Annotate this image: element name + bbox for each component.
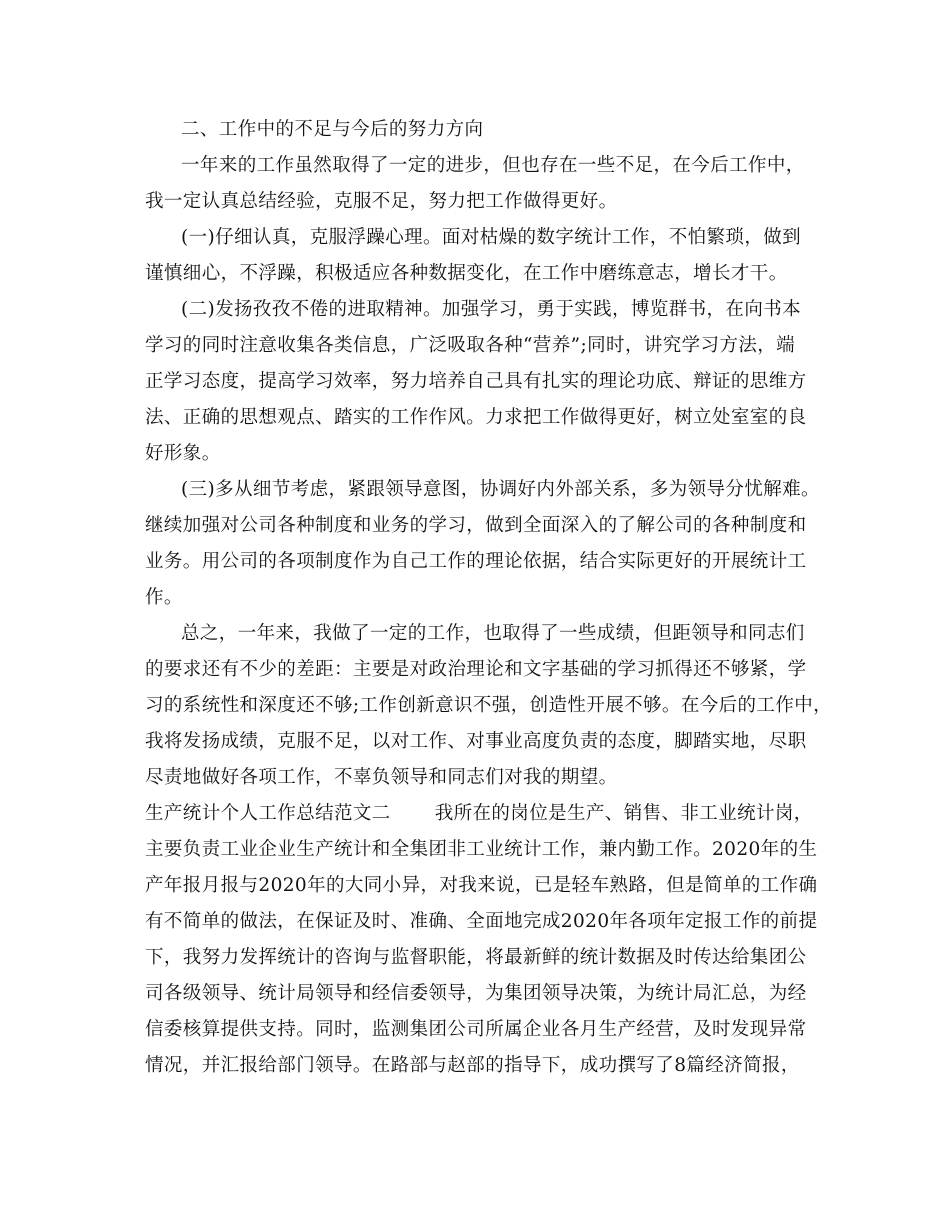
paragraph-line: 信委核算提供支持。同时，监测集团公司所属企业各月生产经营，及时发现异常 [145,1019,807,1040]
paragraph-line: 的要求还有不少的差距：主要是对政治理论和文字基础的学习抓得还不够紧，学 [145,659,807,680]
paragraph-line: 习的系统性和深度还不够;工作创新意识不强，创造性开展不够。在今后的工作中， [145,695,833,716]
paragraph-line: 主要负责工业企业生产统计和全集团非工业统计工作，兼内勤工作。2020年的生 [145,839,818,860]
paragraph-line: 情况，并汇报给部门领导。在路部与赵部的指导下，成功撰写了8篇经济简报， [145,1055,800,1076]
paragraph-line: 总之，一年来，我做了一定的工作，也取得了一些成绩，但距领导和同志们 [181,623,805,644]
paragraph-line: 学习的同时注意收集各类信息，广泛吸取各种“营养”;同时，讲究学习方法，端 [145,335,796,356]
section-first-line: 我所在的岗位是生产、销售、非工业统计岗， [434,803,813,824]
paragraph-line: 我将发扬成绩，克服不足，以对工作、对事业高度负责的态度，脚踏实地，尽职 [145,731,807,752]
section-heading: 二、工作中的不足与今后的努力方向 [181,119,484,140]
paragraph-line: 下，我努力发挥统计的咨询与监督职能，将最新鲜的统计数据及时传达给集团公 [145,947,807,968]
paragraph-line: (一)仔细认真，克服浮躁心理。面对枯燥的数字统计工作，不怕繁琐，做到 [181,227,802,248]
paragraph-line: 我一定认真总结经验，克服不足，努力把工作做得更好。 [145,191,618,212]
paragraph-line: 产年报月报与2020年的大同小异，对我来说，已是轻车熟路，但是简单的工作确 [145,875,818,896]
paragraph-line: 一年来的工作虽然取得了一定的进步，但也存在一些不足，在今后工作中， [181,155,805,176]
paragraph-line: 尽责地做好各项工作，不辜负领导和同志们对我的期望。 [145,767,618,788]
paragraph-line: 正学习态度，提高学习效率，努力培养自己具有扎实的理论功底、辩证的思维方 [145,371,807,392]
paragraph-line: (二)发扬孜孜不倦的进取精神。加强学习，勇于实践，博览群书，在向书本 [181,299,802,320]
paragraph-line: 好形象。 [145,443,221,464]
paragraph-line: 有不简单的做法，在保证及时、准确、全面地完成2020年各项年定报工作的前提 [145,911,818,932]
paragraph-line: 司各级领导、统计局领导和经信委领导，为集团领导决策，为统计局汇总，为经 [145,983,807,1004]
paragraph-line: (三)多从细节考虑，紧跟领导意图，协调好内外部关系，多为领导分忧解难。 [181,479,820,500]
section-title-line [145,802,813,826]
paragraph-line: 作。 [145,587,183,608]
section-title: 生产统计个人工作总结范文二 [145,803,391,824]
paragraph-line: 法、正确的思想观点、踏实的工作作风。力求把工作做得更好，树立处室室的良 [145,407,807,428]
paragraph-line: 继续加强对公司各种制度和业务的学习，做到全面深入的了解公司的各种制度和 [145,515,807,536]
paragraph-line: 业务。用公司的各项制度作为自己工作的理论依据，结合实际更好的开展统计工 [145,551,807,572]
paragraph-line: 谨慎细心，不浮躁，积极适应各种数据变化，在工作中磨练意志，增长才干。 [145,263,788,284]
